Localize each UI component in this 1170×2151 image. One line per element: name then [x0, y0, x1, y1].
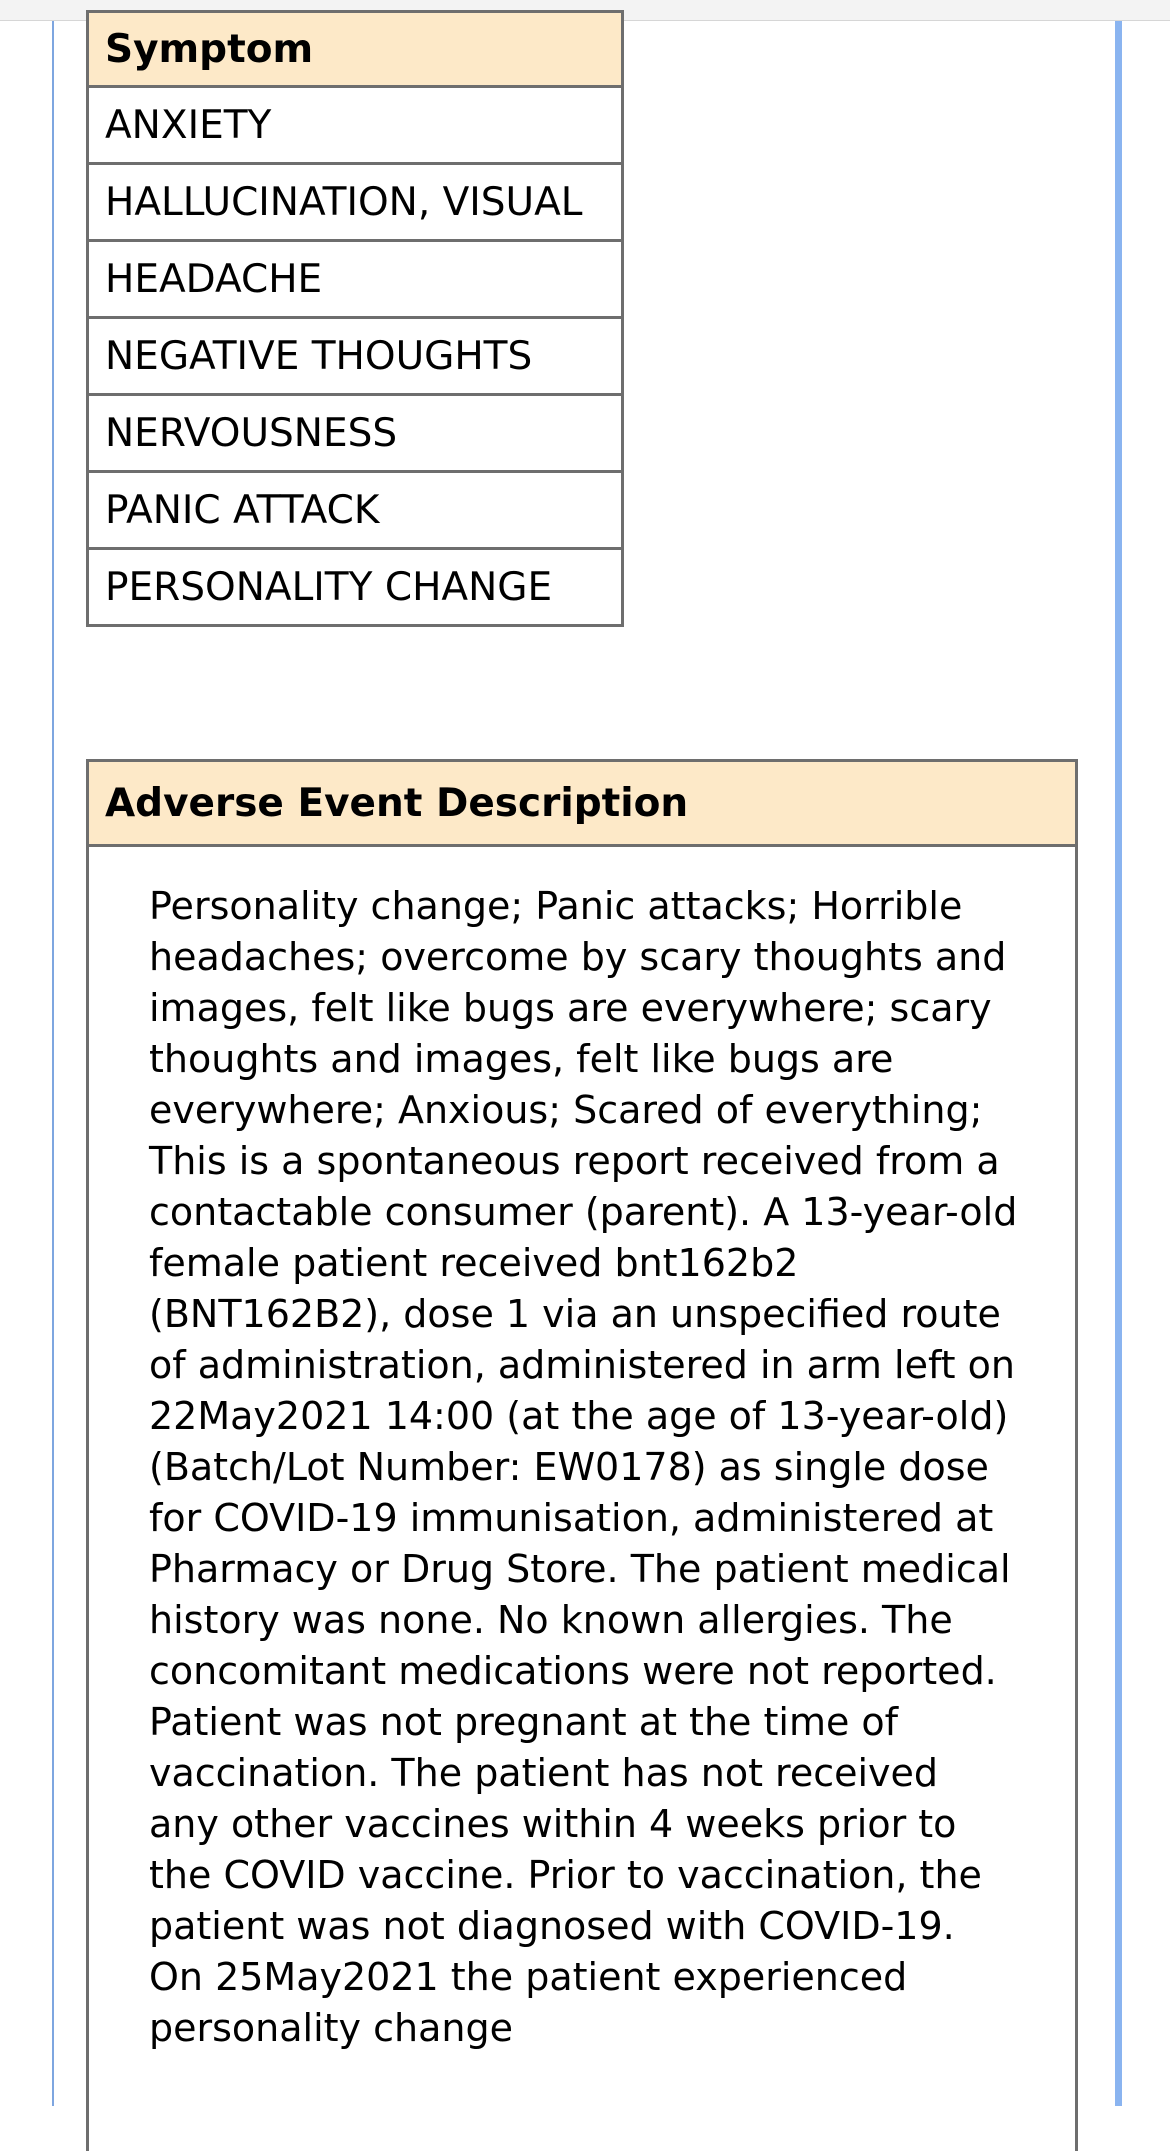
symptom-cell: HEADACHE — [88, 241, 623, 318]
adverse-event-description-text: Personality change; Panic attacks; Horrible headaches; overcome by scary thoughts and images, felt like bugs are everywhere; scary thoughts and images, felt like bugs are everywhere; Anxious; Scared of everything; This is a spontaneous report received from a contactable consumer (parent). A 13-year-old female patient received bnt162b2 (BNT162B2), dose 1 via an unspecified route of administration, administered in arm left on 22May2021 14:00 (at the age of 13-year-old) (Batch/Lot Number: EW0178) as single dose for COVID-19 immunisation, administered at Pharmacy or Drug Store. The patient medical history was none. No known allergies. The concomitant medications were not reported. Patient was not pregnant at the time of vaccination. The patient has not received any other vaccines within 4 weeks prior to the COVID vaccine. Prior to vaccination, the patient was not diagnosed with COVID-19. On 25May2021 the patient experienced personality change — [149, 881, 1019, 2054]
adverse-event-header-row — [88, 761, 1077, 846]
symptom-cell: NERVOUSNESS — [88, 395, 623, 472]
symptom-cell: PERSONALITY CHANGE — [88, 549, 623, 626]
symptom-table — [86, 10, 624, 627]
symptom-cell: ANXIETY — [88, 87, 623, 164]
table-row — [88, 395, 623, 472]
table-row — [88, 549, 623, 626]
table-row — [88, 472, 623, 549]
symptom-cell: PANIC ATTACK — [88, 472, 623, 549]
symptom-column-header: Symptom — [88, 12, 623, 87]
symptom-cell: HALLUCINATION, VISUAL — [88, 164, 623, 241]
adverse-event-cell — [88, 846, 1077, 2151]
symptom-cell: NEGATIVE THOUGHTS — [88, 318, 623, 395]
table-row — [88, 318, 623, 395]
adverse-event-header: Adverse Event Description — [88, 761, 1077, 846]
table-row — [88, 87, 623, 164]
table-row — [88, 164, 623, 241]
table-row — [88, 241, 623, 318]
adverse-event-table — [86, 759, 1078, 2151]
symptom-header-row — [88, 12, 623, 87]
adverse-event-body-row — [88, 846, 1077, 2151]
